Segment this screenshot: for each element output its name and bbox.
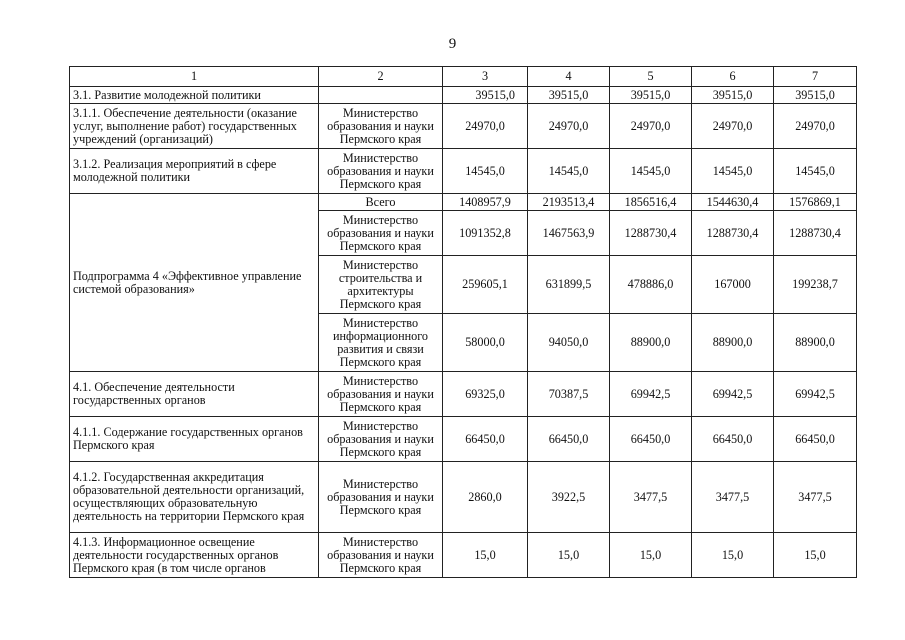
header-cell: 3 — [443, 67, 528, 87]
row-value: 14545,0 — [692, 149, 774, 194]
row-value: 14545,0 — [610, 149, 692, 194]
row-value: 24970,0 — [528, 104, 610, 149]
header-cell: 7 — [774, 67, 857, 87]
row-value: 69325,0 — [443, 372, 528, 417]
row-value: 15,0 — [528, 533, 610, 578]
table-row — [70, 87, 857, 104]
row-value: 14545,0 — [443, 149, 528, 194]
row-value: 1288730,4 — [774, 211, 857, 256]
row-executor: Министерство образования и науки Пермского края — [319, 462, 443, 533]
row-value: 2193513,4 — [528, 194, 610, 211]
row-value: 1856516,4 — [610, 194, 692, 211]
row-executor — [319, 87, 443, 104]
table-row — [70, 372, 857, 417]
row-value: 3477,5 — [610, 462, 692, 533]
row-value: 69942,5 — [774, 372, 857, 417]
row-executor: Министерство образования и науки Пермского края — [319, 211, 443, 256]
row-value: 15,0 — [774, 533, 857, 578]
row-value: 1288730,4 — [610, 211, 692, 256]
budget-table — [69, 66, 857, 578]
header-cell: 1 — [70, 67, 319, 87]
row-name: 4.1.2. Государственная аккредитация образовательной деятельности организаций, осуществляющих образовательную деятельность на территории Пермского края — [70, 462, 319, 533]
row-value: 259605,1 — [443, 256, 528, 314]
row-value: 478886,0 — [610, 256, 692, 314]
table-row — [70, 417, 857, 462]
row-value: 88900,0 — [610, 314, 692, 372]
row-name: 4.1. Обеспечение деятельности государственных органов — [70, 372, 319, 417]
page-number: 9 — [448, 36, 457, 52]
row-executor: Всего — [319, 194, 443, 211]
row-value: 1467563,9 — [528, 211, 610, 256]
row-value: 631899,5 — [528, 256, 610, 314]
row-value: 24970,0 — [443, 104, 528, 149]
header-row — [70, 67, 857, 87]
row-name: 3.1.1. Обеспечение деятельности (оказание услуг, выполнение работ) государственных учреждений (организаций) — [70, 104, 319, 149]
row-value: 1408957,9 — [443, 194, 528, 211]
row-value: 66450,0 — [692, 417, 774, 462]
row-value: 14545,0 — [528, 149, 610, 194]
row-executor: Министерство образования и науки Пермского края — [319, 533, 443, 578]
row-executor: Министерство информационного развития и связи Пермского края — [319, 314, 443, 372]
header-cell: 4 — [528, 67, 610, 87]
row-value: 39515,0 — [774, 87, 857, 104]
row-value: 1544630,4 — [692, 194, 774, 211]
row-name: 4.1.1. Содержание государственных органов Пермского края — [70, 417, 319, 462]
table-row — [70, 462, 857, 533]
row-value: 15,0 — [610, 533, 692, 578]
row-executor: Министерство образования и науки Пермского края — [319, 104, 443, 149]
row-executor: Министерство образования и науки Пермского края — [319, 149, 443, 194]
row-value: 69942,5 — [692, 372, 774, 417]
header-cell: 5 — [610, 67, 692, 87]
row-value: 1288730,4 — [692, 211, 774, 256]
row-value: 88900,0 — [774, 314, 857, 372]
row-value: 66450,0 — [528, 417, 610, 462]
row-value: 39515,0 — [610, 87, 692, 104]
row-value: 2860,0 — [443, 462, 528, 533]
row-executor: Министерство строительства и архитектуры Пермского края — [319, 256, 443, 314]
row-value: 88900,0 — [692, 314, 774, 372]
row-value: 24970,0 — [692, 104, 774, 149]
row-value: 70387,5 — [528, 372, 610, 417]
row-value: 39515,0 — [692, 87, 774, 104]
row-value: 66450,0 — [443, 417, 528, 462]
subprogram-name: Подпрограмма 4 «Эффективное управление системой образования» — [70, 194, 319, 372]
row-name: 3.1.2. Реализация мероприятий в сфере молодежной политики — [70, 149, 319, 194]
header-cell: 6 — [692, 67, 774, 87]
row-value: 199238,7 — [774, 256, 857, 314]
row-value: 66450,0 — [774, 417, 857, 462]
row-value: 58000,0 — [443, 314, 528, 372]
row-value: 39515,0 — [528, 87, 610, 104]
header-cell: 2 — [319, 67, 443, 87]
row-value: 39515,0 — [443, 87, 528, 104]
row-value: 15,0 — [443, 533, 528, 578]
table-row — [70, 194, 857, 211]
row-value: 66450,0 — [610, 417, 692, 462]
row-value: 1576869,1 — [774, 194, 857, 211]
row-name: 4.1.3. Информационное освещение деятельности государственных органов Пермского края (в том числе органов — [70, 533, 319, 578]
row-value: 24970,0 — [610, 104, 692, 149]
row-value: 69942,5 — [610, 372, 692, 417]
row-value: 1091352,8 — [443, 211, 528, 256]
row-executor: Министерство образования и науки Пермского края — [319, 417, 443, 462]
table-row — [70, 149, 857, 194]
row-value: 3477,5 — [692, 462, 774, 533]
table-row — [70, 533, 857, 578]
table-row — [70, 104, 857, 149]
row-value: 24970,0 — [774, 104, 857, 149]
row-value: 167000 — [692, 256, 774, 314]
row-value: 14545,0 — [774, 149, 857, 194]
row-value: 3922,5 — [528, 462, 610, 533]
row-value: 15,0 — [692, 533, 774, 578]
row-name: 3.1. Развитие молодежной политики — [70, 87, 319, 104]
row-value: 94050,0 — [528, 314, 610, 372]
row-value: 3477,5 — [774, 462, 857, 533]
row-executor: Министерство образования и науки Пермского края — [319, 372, 443, 417]
